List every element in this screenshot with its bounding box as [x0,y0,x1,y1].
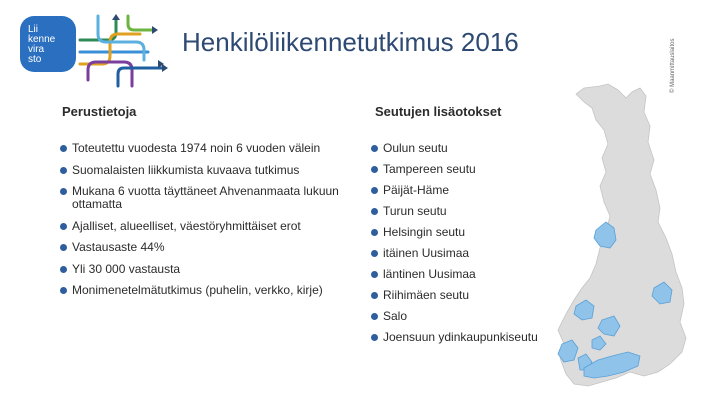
basic-info-list [60,142,360,306]
list-item: Oulun seutu [371,142,571,155]
logo-line-2: kenne [28,34,56,45]
list-item: Mukana 6 vuotta täyttäneet Ahvenanmaata lukuun ottamatta [60,185,360,211]
liikennevirasto-logo [20,16,76,72]
list-item: Joensuun ydinkaupunkiseutu [371,331,571,344]
list-item: läntinen Uusimaa [371,268,571,281]
basic-info-heading: Perustietoja [62,104,137,119]
finland-outline [558,84,686,386]
logo-line-1: Lii [28,24,39,35]
logo-line-4: sto [28,54,42,65]
list-item: Yli 30 000 vastausta [60,263,360,276]
list-item: Turun seutu [371,205,571,218]
list-item: Ajalliset, alueelliset, väestöryhmittäiset erot [60,220,360,233]
logo-line-3: vira [28,44,45,55]
list-item: Helsingin seutu [371,226,571,239]
list-item: Tampereen seutu [371,163,571,176]
list-item: Riihimäen seutu [371,289,571,302]
regional-samples-heading: Seutujen lisäotokset [375,104,502,119]
map-copyright: © Maanmittauslaitos [670,38,676,93]
list-item: Salo [371,310,571,323]
list-item: Toteutettu vuodesta 1974 noin 6 vuoden välein [60,142,360,155]
page-title: Henkilöliikennetutkimus 2016 [182,27,519,57]
list-item: Vastausaste 44% [60,241,360,254]
list-item: Päijät-Häme [371,184,571,197]
route-arrows-icon [78,12,170,92]
list-item: Suomalaisten liikkumista kuvaava tutkimus [60,164,360,177]
finland-map [540,82,690,400]
list-item: itäinen Uusimaa [371,247,571,260]
list-item: Monimenetelmätutkimus (puhelin, verkko, kirje) [60,284,360,297]
